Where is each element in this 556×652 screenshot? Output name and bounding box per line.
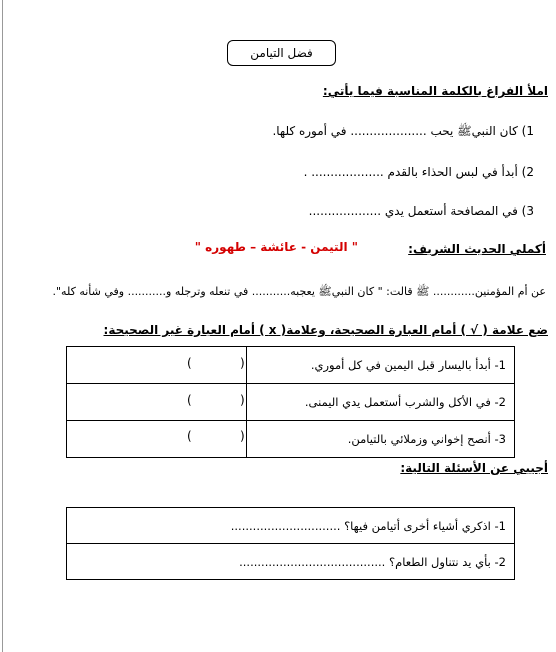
answer-paren-close: ) xyxy=(187,356,192,370)
answer-paren-close: ) xyxy=(187,393,192,407)
question-cell: 2- بأي يد نتناول الطعام؟ ........................................ xyxy=(67,544,515,580)
section2-heading: أكملي الحديث الشريف: xyxy=(408,242,546,256)
answer-paren-close: ) xyxy=(187,429,192,443)
answer-paren-open: ( xyxy=(240,356,245,370)
answer-cell[interactable] xyxy=(67,421,247,458)
section4-heading: أجيبي عن الأسئلة التالية: xyxy=(400,461,548,475)
fill-item-3: 3) في المصافحة أستعمل يدي ................... xyxy=(308,204,534,218)
answer-paren-open: ( xyxy=(240,429,245,443)
answer-cell[interactable] xyxy=(67,347,247,384)
table-row xyxy=(67,544,515,580)
questions-table xyxy=(66,507,515,580)
statement-cell: 2- في الأكل والشرب أستعمل يدي اليمنى. xyxy=(247,384,515,421)
hadith-text: عن أم المؤمنين............ ﷺ قالت: " كان النبيﷺ يعجبه........... في تنعله وترجله و........... وفي شأنه كله". xyxy=(52,285,546,298)
section3-heading: ضع علامة ( √ ) أمام العبارة الصحيحة، وعلامة( x ) أمام العبارة غير الصحيحة: xyxy=(103,323,548,337)
word-bank: " التيمن - عائشة – طهوره " xyxy=(194,240,358,254)
table-row xyxy=(67,384,515,421)
table-row xyxy=(67,508,515,544)
fill-item-1: 1) كان النبيﷺ يحب .................... في أموره كلها. xyxy=(272,124,534,138)
page-edge xyxy=(2,0,3,652)
page-title: فضل التيامن xyxy=(227,40,336,66)
table-row xyxy=(67,347,515,384)
answer-paren-open: ( xyxy=(240,393,245,407)
question-cell: 1- اذكري أشياء أخرى أتيامن فيها؟ .............................. xyxy=(67,508,515,544)
table-row xyxy=(67,421,515,458)
section1-heading: املأ الفراغ بالكلمة المناسبة فيما يأتي: xyxy=(322,84,548,98)
answer-cell[interactable] xyxy=(67,384,247,421)
true-false-table xyxy=(66,346,515,458)
statement-cell: 3- أنصح إخواني وزملائي بالتيامن. xyxy=(247,421,515,458)
statement-cell: 1- أبدأ باليسار قبل اليمين في كل أموري. xyxy=(247,347,515,384)
fill-item-2: 2) أبدأ في لبس الحذاء بالقدم ................... . xyxy=(303,165,534,179)
